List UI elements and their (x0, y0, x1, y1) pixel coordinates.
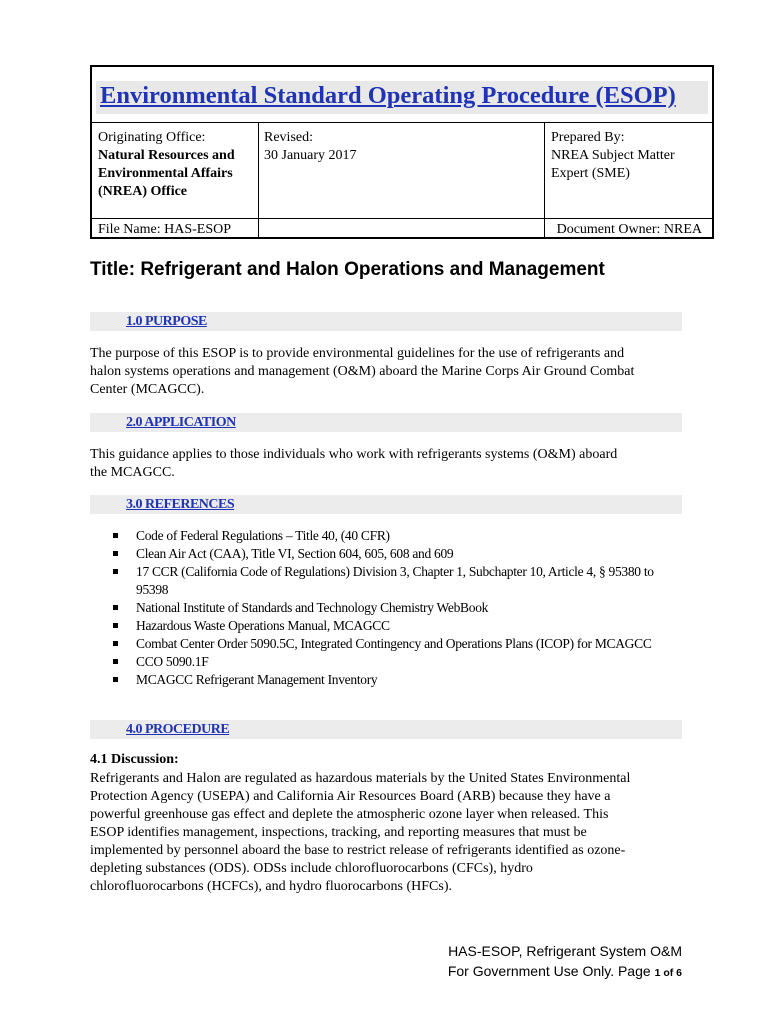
paragraph-line: Refrigerants and Halon are regulated as hazardous materials by the United States Environmental (90, 771, 631, 786)
revised-label: Revised: (264, 130, 313, 145)
list-item (113, 545, 683, 563)
paragraph-line: implemented by personnel aboard the base to restrict release of refrigerants identified as ozone- (90, 843, 626, 858)
footer-line2-prefix: For Government Use Only. Page (447, 963, 651, 979)
footer-line1: HAS-ESOP, Refrigerant System O&M (448, 943, 682, 959)
paragraph-line: powerful greenhouse gas effect and deplete the atmospheric ozone layer when released. This (90, 807, 609, 822)
prepared-by-cell (551, 129, 711, 183)
reference-text: Code of Federal Regulations – Title 40, (40 CFR) (136, 528, 390, 543)
bullet-icon (113, 533, 118, 538)
bullet-icon (113, 605, 118, 610)
application-heading: 2.0 APPLICATION (126, 415, 236, 430)
revised-cell (264, 129, 534, 165)
paragraph-line: Protection Agency (USEPA) and California Air Resources Board (ARB) because they have a (90, 789, 611, 804)
reference-text: 17 CCR (California Code of Regulations) Division 3, Chapter 1, Subchapter 10, Article 4, § 95380 to 95398 (136, 564, 654, 597)
originating-office-line1: Natural Resources and (98, 148, 235, 163)
page-number: 1 of 6 (654, 967, 682, 979)
paragraph-line: This guidance applies to those individuals who work with refrigerants systems (O&M) aboard (90, 447, 618, 462)
esop-title: Environmental Standard Operating Procedure (ESOP) (100, 82, 676, 109)
paragraph-line: ESOP identifies management, inspections, tracking, and reporting measures that must be (90, 825, 587, 840)
document-owner: Document Owner: NREA (556, 222, 702, 237)
originating-office-label: Originating Office: (98, 130, 206, 145)
bullet-icon (113, 569, 118, 574)
paragraph-line: halon systems operations and management (O&M) aboard the Marine Corps Air Ground Combat (90, 364, 635, 379)
list-item (113, 617, 683, 635)
header-table (90, 65, 714, 239)
file-name: File Name: HAS-ESOP (98, 222, 231, 237)
discussion-heading: 4.1 Discussion: (90, 752, 179, 767)
procedure-heading: 4.0 PROCEDURE (126, 722, 230, 737)
application-paragraph (90, 446, 680, 482)
bullet-icon (113, 623, 118, 628)
bullet-icon (113, 659, 118, 664)
reference-text: Clean Air Act (CAA), Title VI, Section 604, 605, 608 and 609 (136, 546, 454, 561)
bullet-icon (113, 641, 118, 646)
revised-date: 30 January 2017 (264, 148, 357, 163)
header-divider (92, 218, 712, 219)
reference-text: MCAGCC Refrigerant Management Inventory (136, 672, 378, 687)
originating-office-line2: Environmental Affairs (98, 166, 233, 181)
paragraph-line: the MCAGCC. (90, 465, 175, 480)
reference-text: Combat Center Order 5090.5C, Integrated Contingency and Operations Plans (ICOP) for MCAGCC (136, 636, 652, 651)
prepared-by-line2: Expert (SME) (551, 166, 630, 181)
references-heading: 3.0 REFERENCES (126, 497, 235, 512)
bullet-icon (113, 677, 118, 682)
list-item (113, 599, 683, 617)
reference-text: Hazardous Waste Operations Manual, MCAGCC (136, 618, 390, 633)
reference-text: National Institute of Standards and Technology Chemistry WebBook (136, 600, 489, 615)
page-footer (448, 941, 682, 983)
list-item (113, 635, 683, 653)
footer-line2 (448, 961, 682, 983)
originating-office-cell (98, 129, 258, 201)
column-divider (258, 122, 259, 239)
reference-text: CCO 5090.1F (136, 654, 209, 669)
prepared-by-line1: NREA Subject Matter (551, 148, 675, 163)
purpose-heading: 1.0 PURPOSE (126, 314, 207, 329)
list-item (113, 527, 683, 545)
document-title: Title: Refrigerant and Halon Operations and Management (90, 259, 605, 280)
discussion-paragraph (90, 770, 690, 896)
paragraph-line: The purpose of this ESOP is to provide environmental guidelines for the use of refrigerants and (90, 346, 625, 361)
paragraph-line: depleting substances (ODS). ODSs include chlorofluorocarbons (CFCs), hydro (90, 861, 533, 876)
paragraph-line: Center (MCAGCC). (90, 382, 205, 397)
paragraph-line: chlorofluorocarbons (HCFCs), and hydro fluorocarbons (HFCs). (90, 879, 452, 894)
originating-office-line3: (NREA) Office (98, 184, 188, 199)
purpose-paragraph (90, 345, 680, 399)
list-item (113, 653, 683, 671)
list-item (113, 671, 683, 689)
list-item (113, 563, 683, 599)
header-divider (92, 122, 712, 123)
references-list (113, 527, 683, 689)
prepared-by-label: Prepared By: (551, 130, 625, 145)
bullet-icon (113, 551, 118, 556)
